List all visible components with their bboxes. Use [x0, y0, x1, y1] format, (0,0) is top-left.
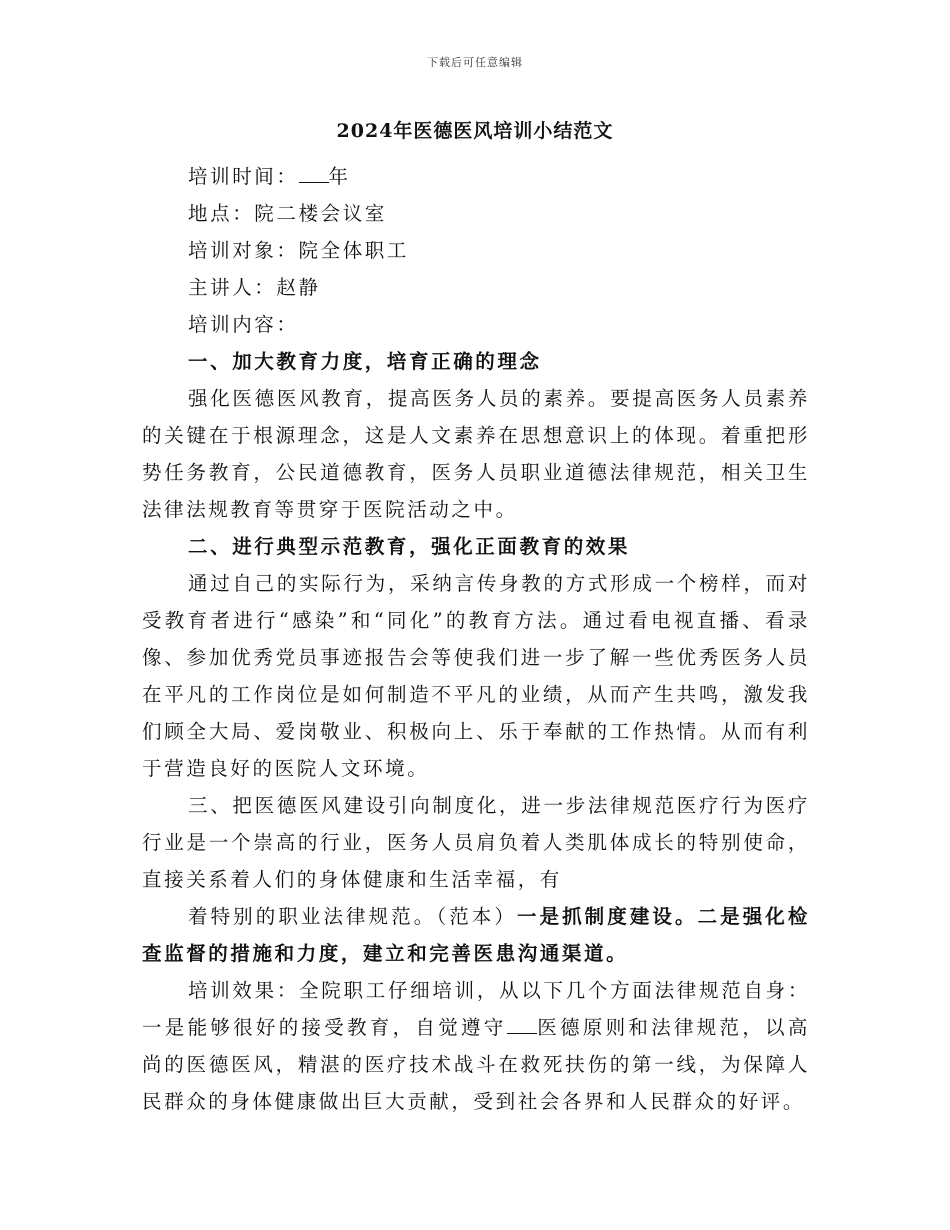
- section-3-cont-bold: 一是抓制度建设。二是强化检查监督的措施和力度，建立和完善医患沟通渠道。: [142, 905, 810, 965]
- meta-location: 地点：院二楼会议室: [188, 202, 387, 225]
- meta-speaker: 主讲人：赵静: [188, 276, 321, 299]
- section-3-body: 三、把医德医风建设引向制度化，进一步法律规范医疗行为医疗行业是一个崇高的行业，医务人员肩负着人类肌体成长的特别使命，直接关系着人们的身体健康和生活幸福，有: [142, 794, 810, 891]
- blank-underline: [507, 1015, 537, 1034]
- effect-part-2: 医德原则和法律规范，以高尚的医德医风，精湛的医疗技术战斗在救死扶伤的第一线，为保障人民群众的身体健康做出巨大贡献，受到社会各界和人民群众的好评。: [142, 1016, 811, 1113]
- effect-part-1: 培训效果：全院职工仔细培训，从以下几个方面法律规范自身：一是能够很好的接受教育，自觉遵守: [142, 979, 810, 1039]
- document-body: [142, 158, 810, 1120]
- section-1-body: 强化医德医风教育，提高医务人员的素养。要提高医务人员素养的关键在于根源理念，这是人文素养在思想意识上的体现。着重把形势任务教育，公民道德教育，医务人员职业道德法律规范，相关卫生法律法规教育等贯穿于医院活动之中。: [142, 387, 810, 521]
- section-2-heading: 二、进行典型示范教育，强化正面教育的效果: [188, 535, 631, 558]
- section-2-body: 通过自己的实际行为，采纳言传身教的方式形成一个榜样，而对受教育者进行“感染”和“同化”的教育方法。通过看电视直播、看录像、参加优秀党员事迹报告会等使我们进一步了解一些优秀医务人员在平凡的工作岗位是如何制造不平凡的业绩，从而产生共鸣，激发我们顾全大局、爱岗敬业、积极向上、乐于奉献的工作热情。从而有利于营造良好的医院人文环境。: [142, 572, 810, 780]
- meta-time-suffix: 年: [328, 165, 351, 188]
- effect-paragraph: [142, 972, 810, 1120]
- meta-content-label: 培训内容：: [188, 313, 299, 336]
- meta-audience: 培训对象：院全体职工: [188, 239, 410, 262]
- header-note: 下载后可任意编辑: [427, 56, 523, 69]
- section-3-cont-plain: 着特别的职业法律规范。（范本）: [188, 905, 517, 928]
- section-1-heading: 一、加大教育力度，培育正确的理念: [188, 350, 542, 373]
- section-3-continuation: [142, 898, 810, 972]
- meta-time-label: 培训时间：: [188, 165, 299, 188]
- meta-time: [142, 158, 810, 195]
- blank-underline: [299, 164, 329, 183]
- document-title: 2024年医德医风培训小结范文: [336, 120, 614, 142]
